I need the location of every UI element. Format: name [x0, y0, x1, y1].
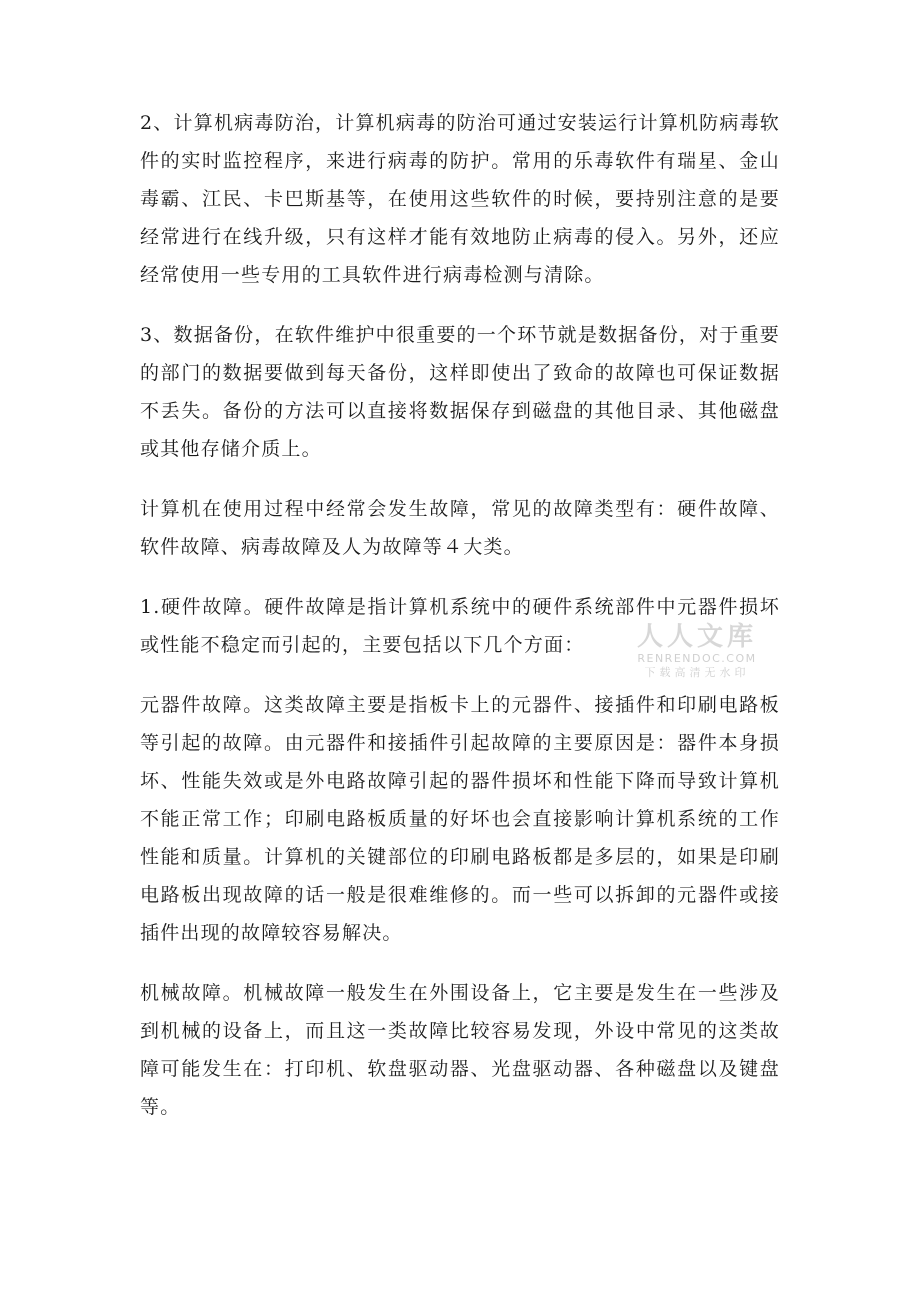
paragraph-data-backup: 3、数据备份，在软件维护中很重要的一个环节就是数据备份，对于重要的部门的数据要做到每天备份，这样即使出了致命的故障也可保证数据不丢失。备份的方法可以直接将数据保存到磁盘的其他目录、其他磁盘或其他存储介质上。: [140, 324, 780, 460]
paragraph-component-fault: 元器件故障。这类故障主要是指板卡上的元器件、接插件和印刷电路板等引起的故障。由元器件和接插件引起故障的主要原因是：器件本身损坏、性能失效或是外电路故障引起的器件损坏和性能下降而导致计算机不能正常工作；印刷电路板质量的好坏也会直接影响计算机系统的工作性能和质量。计算机的关键部位的印刷电路板都是多层的，如果是印刷电路板出现故障的话一般是很难维修的。而一些可以拆卸的元器件或接插件出现的故障较容易解决。: [140, 694, 780, 944]
paragraph-fault-types: 计算机在使用过程中经常会发生故障，常见的故障类型有：硬件故障、软件故障、病毒故障及人为故障等４大类。: [140, 498, 780, 558]
paragraph-mechanical-fault: 机械故障。机械故障一般发生在外围设备上，它主要是发生在一些涉及到机械的设备上，而且这一类故障比较容易发现，外设中常见的这类故障可能发生在：打印机、软盘驱动器、光盘驱动器、各种磁盘以及键盘等。: [140, 982, 780, 1118]
watermark-logo: 人人文库: [636, 622, 757, 652]
document-body: [140, 104, 780, 1148]
watermark-slogan: 下载高清无水印: [644, 666, 750, 679]
watermark-url: RENRENDOC.COM: [637, 652, 757, 665]
paragraph-hardware-fault: 1.硬件故障。硬件故障是指计算机系统中的硬件系统部件中元器件损坏或性能不稳定而引起的，主要包括以下几个方面：: [140, 596, 780, 656]
paragraph-virus-prevention: 2、计算机病毒防治，计算机病毒的防治可通过安装运行计算机防病毒软件的实时监控程序，来进行病毒的防护。常用的乐毒软件有瑞星、金山毒霸、江民、卡巴斯基等，在使用这些软件的时候，要持别注意的是要经常进行在线升级，只有这样才能有效地防止病毒的侵入。另外，还应经常使用一些专用的工具软件进行病毒检测与清除。: [140, 112, 780, 286]
